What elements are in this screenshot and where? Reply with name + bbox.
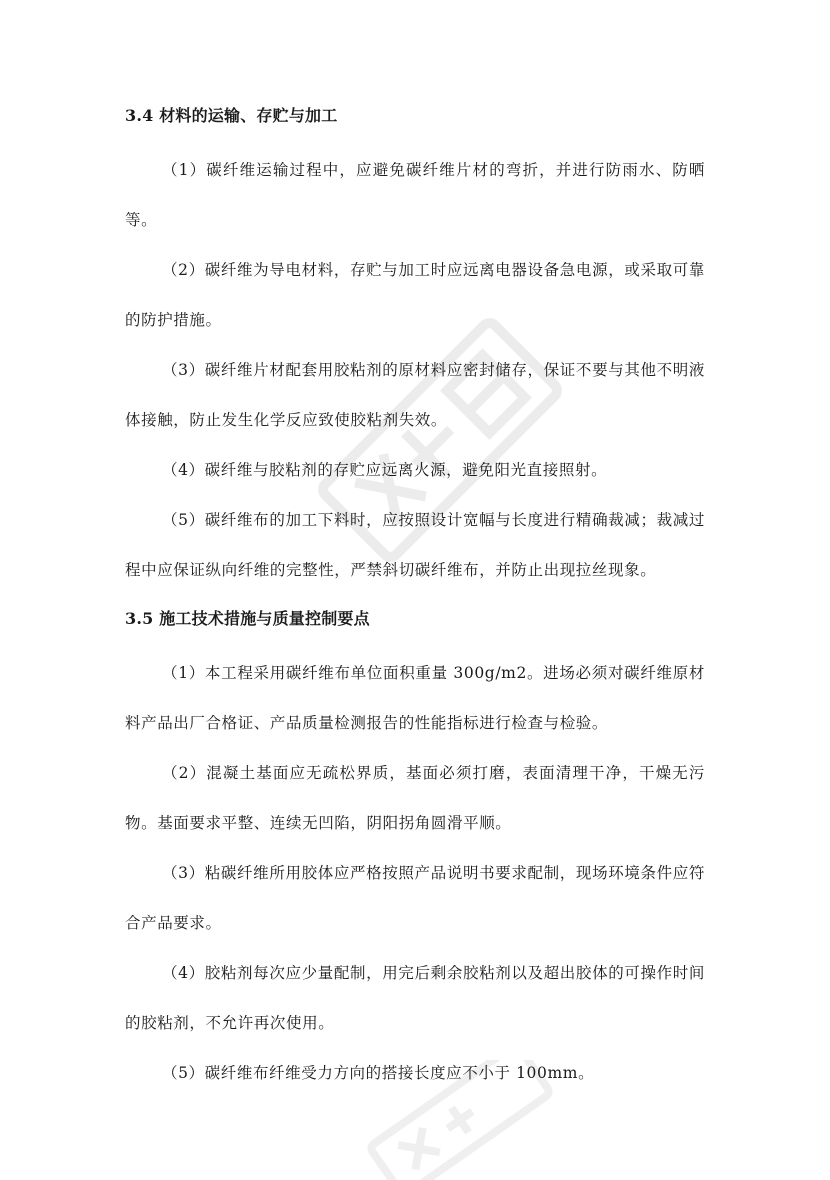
- paragraph: （2）混凝土基面应无疏松界质，基面必须打磨，表面清理干净，干燥无污物。基面要求平整、连续无凹陷，阴阳拐角圆滑平顺。: [125, 764, 705, 832]
- paragraph: （5）碳纤维布纤维受力方向的搭接长度应不小于 100mm。: [162, 1064, 595, 1082]
- section-heading: 3.5 施工技术措施与质量控制要点: [125, 609, 370, 628]
- paragraph: （5）碳纤维布的加工下料时，应按照设计宽幅与长度进行精确裁减；裁减过程中应保证纵向纤维的完整性，严禁斜切碳纤维布，并防止出现拉丝现象。: [125, 511, 705, 579]
- paragraph: （4）胶粘剂每次应少量配制，用完后剩余胶粘剂以及超出胶体的可操作时间的胶粘剂，不允许再次使用。: [125, 964, 705, 1032]
- paragraph: （3）粘碳纤维所用胶体应严格按照产品说明书要求配制，现场环境条件应符合产品要求。: [125, 864, 705, 932]
- section-heading: 3.4 材料的运输、存贮与加工: [125, 106, 338, 125]
- paragraph: （2）碳纤维为导电材料，存贮与加工时应远离电器设备急电源，或采取可靠的防护措施。: [125, 261, 705, 329]
- paragraph: （4）碳纤维与胶粘剂的存贮应远离火源，避免阳光直接照射。: [162, 461, 608, 479]
- document-body: [125, 100, 705, 1098]
- paragraph: （1）碳纤维运输过程中，应避免碳纤维片材的弯折，并进行防雨水、防晒等。: [125, 161, 705, 229]
- paragraph: （3）碳纤维片材配套用胶粘剂的原材料应密封储存，保证不要与其他不明液体接触，防止发生化学反应致使胶粘剂失效。: [125, 361, 705, 429]
- paragraph: （1）本工程采用碳纤维布单位面积重量 300g/m2。进场必须对碳纤维原材料产品出厂合格证、产品质量检测报告的性能指标进行检查与检验。: [125, 664, 705, 732]
